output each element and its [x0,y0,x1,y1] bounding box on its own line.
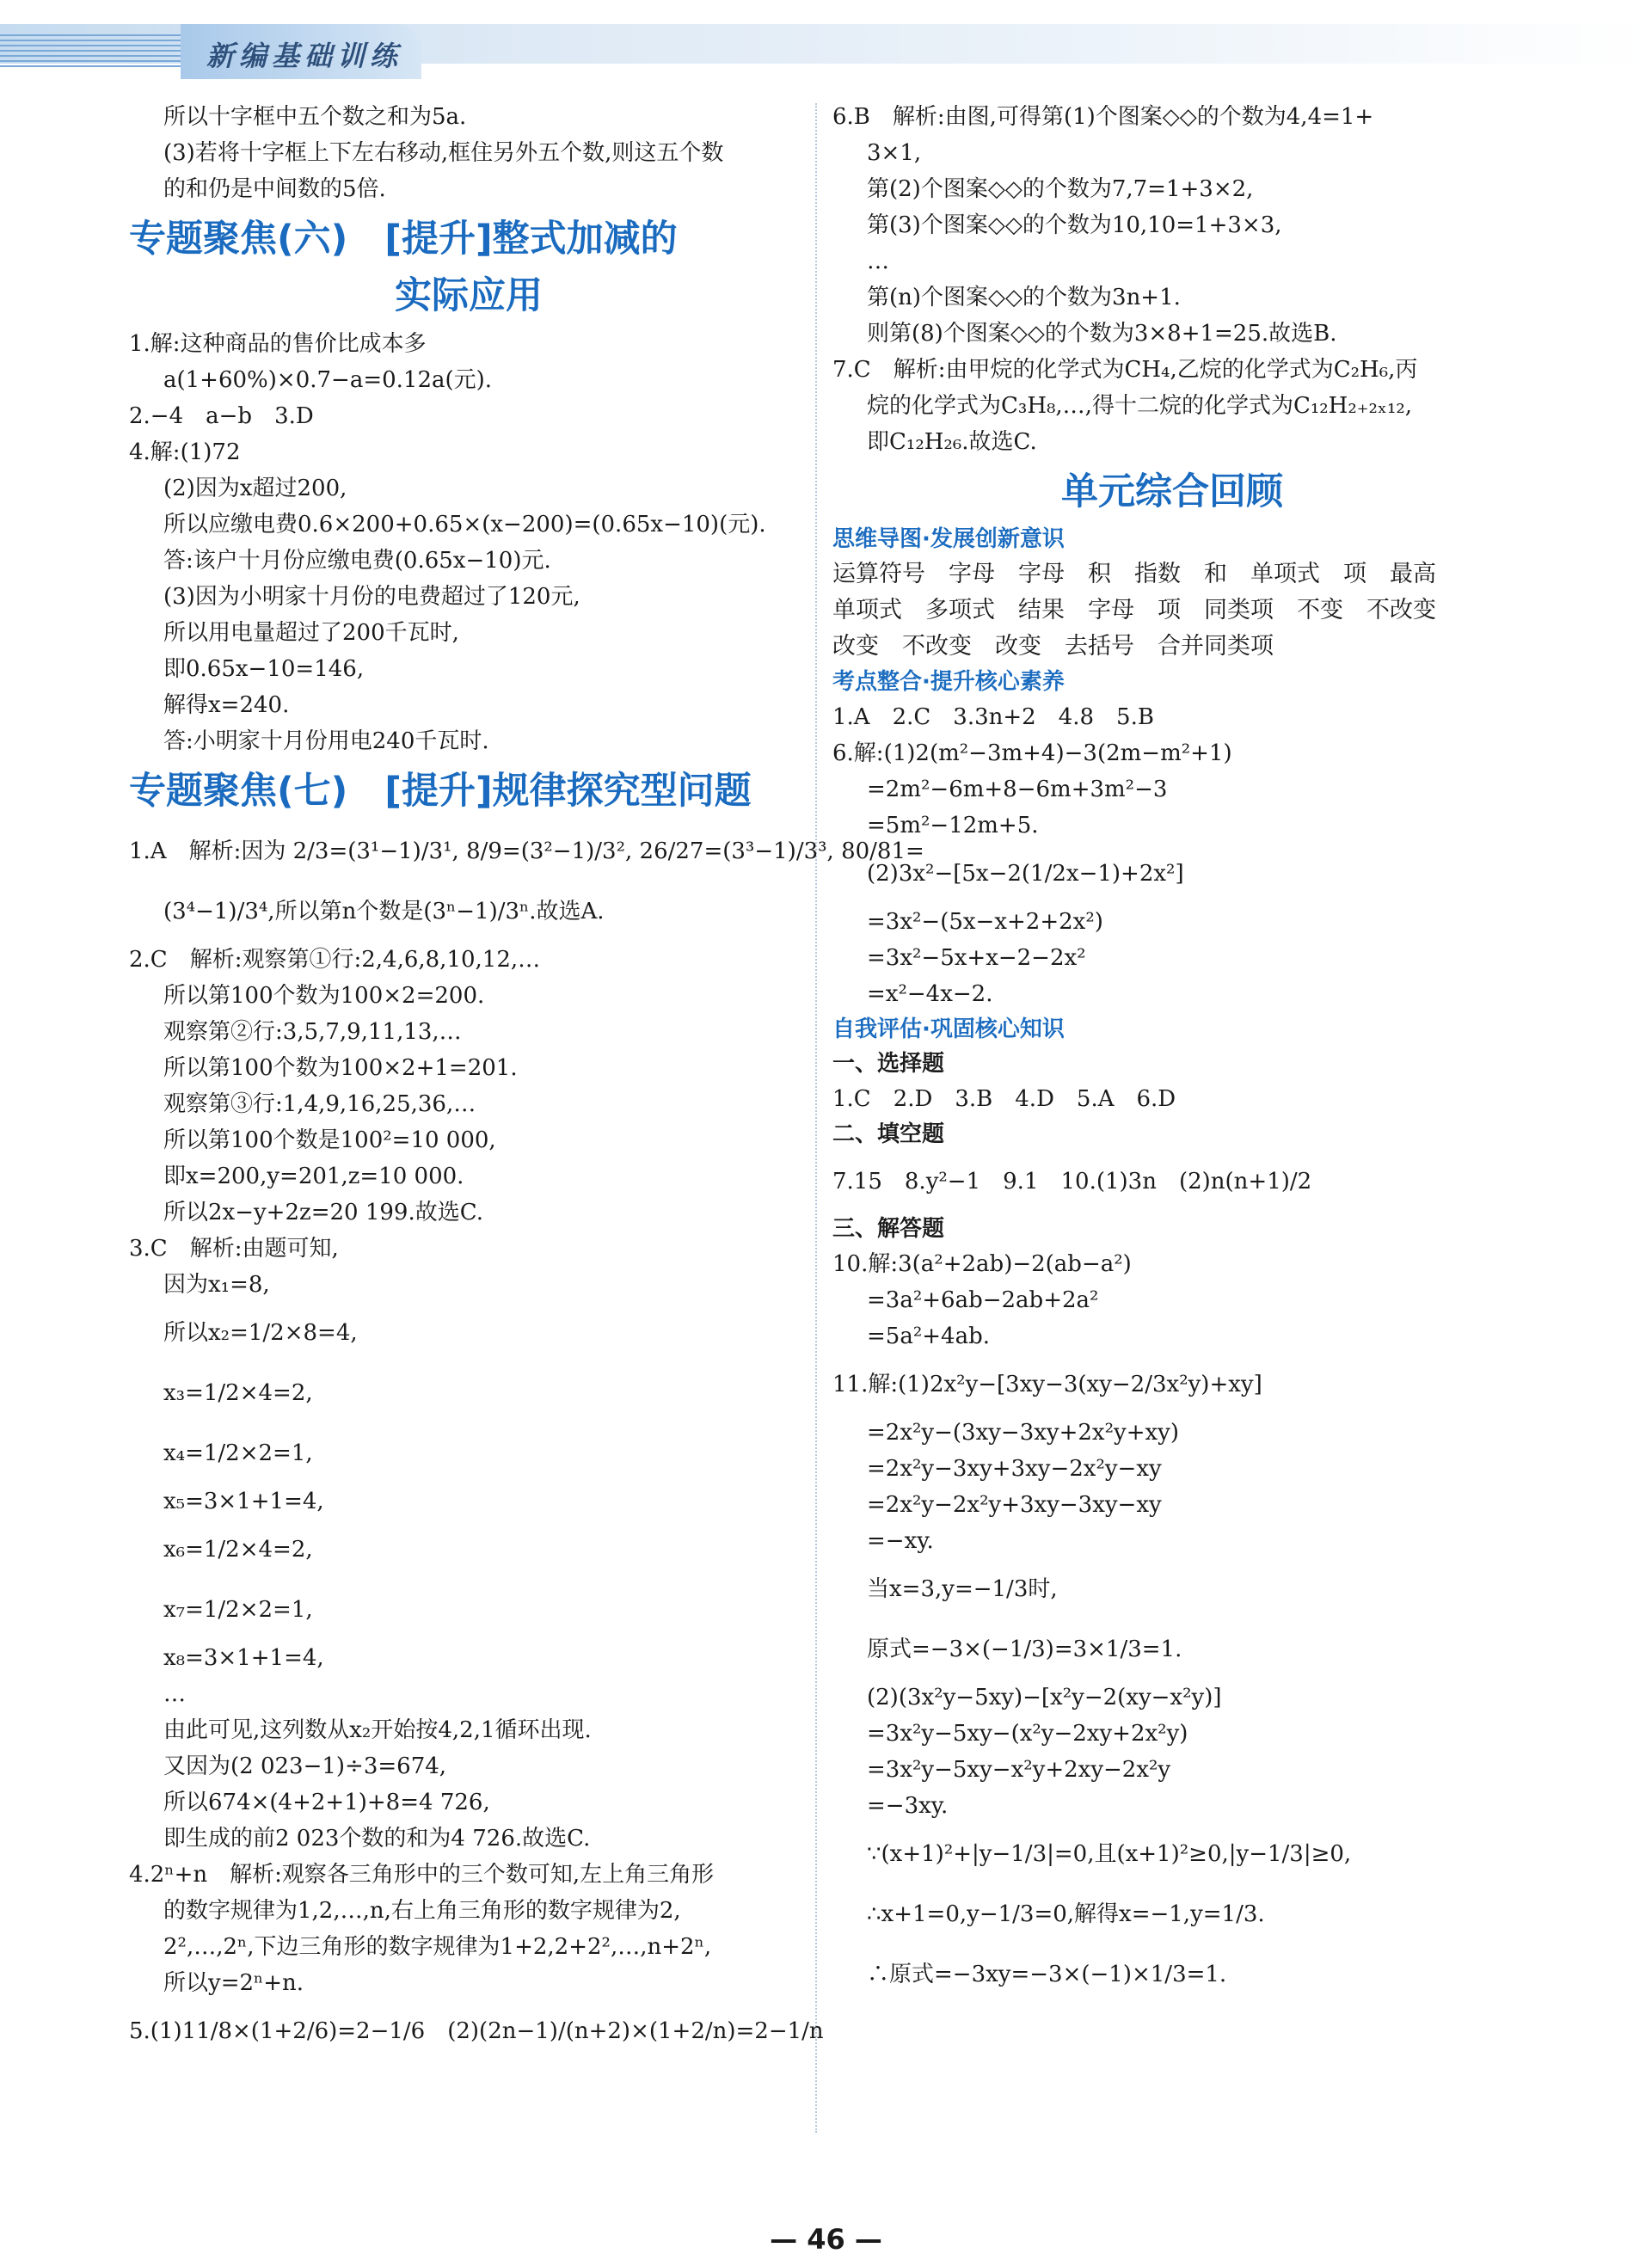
text-line: 第(3)个图案◇◇的个数为10,10=1+3×3, [867,212,1282,238]
text-line: =3x²y−5xy−(x²y−2xy+2x²y) [867,1721,1188,1747]
text-line: 即生成的前2 023个数的和为4 726.故选C. [163,1826,591,1852]
section-heading: 专题聚焦(七) [提升]规律探究型问题 [129,770,752,813]
text-line: 烷的化学式为C₃H₈,…,得十二烷的化学式为C₁₂H₂₊₂ₓ₁₂, [867,393,1413,419]
page-header [0,0,1652,79]
text-line: =5m²−12m+5. [867,813,1039,838]
text-line: 所以第100个数为100×2+1=201. [163,1055,518,1081]
header-stripes [0,34,185,69]
text-line: … [867,249,889,274]
text-line: 4.解:(1)72 [129,439,241,465]
text-line: … [163,1681,186,1707]
text-line: 解得x=240. [163,692,290,718]
subsection-heading: 思维导图·发展创新意识 [832,526,1065,552]
text-line: x₆=1/2×4=2, [163,1537,313,1563]
text-line: x₃=1/2×4=2, [163,1380,313,1406]
text-line: 1.A 解析:因为 2/3=(3¹−1)/3¹, 8/9=(3²−1)/3², 26/27=(3³−1)/3³, 80/81= [129,838,924,864]
text-line: =3x²y−5xy−x²y+2xy−2x²y [867,1757,1171,1783]
text-line: ∵(x+1)²+|y−1/3|=0,且(x+1)²≥0,|y−1/3|≥0, [867,1841,1352,1867]
text-line: x₅=3×1+1=4, [163,1489,324,1514]
text-line: 2.C 解析:观察第①行:2,4,6,8,10,12,… [129,947,541,973]
question-group-heading: 三、解答题 [832,1216,945,1242]
text-line: 第(n)个图案◇◇的个数为3n+1. [867,285,1181,310]
text-line: 观察第②行:3,5,7,9,11,13,… [163,1019,462,1045]
book-title: 新编基础训练 [206,40,403,72]
text-line: 1.A 2.C 3.3n+2 4.8 5.B [832,704,1154,730]
text-line: =3x²−(5x−x+2+2x²) [867,909,1103,935]
text-line: a(1+60%)×0.7−a=0.12a(元). [163,367,493,393]
subsection-heading: 自我评估·巩固核心知识 [832,1016,1065,1042]
mindmap-answers: 运算符号 字母 字母 积 指数 和 单项式 项 最高 [832,561,1436,587]
mindmap-answers: 改变 不改变 改变 去括号 合并同类项 [832,633,1274,660]
text-line: 由此可见,这列数从x₂开始按4,2,1循环出现. [163,1717,592,1743]
text-line: 所以x₂=1/2×8=4, [163,1320,358,1346]
text-line: (2)(3x²y−5xy)−[x²y−2(xy−x²y)] [867,1685,1222,1710]
text-line: 第(2)个图案◇◇的个数为7,7=1+3×2, [867,176,1254,202]
text-line: 即x=200,y=201,z=10 000. [163,1164,464,1189]
text-line: 所以十字框中五个数之和为5a. [163,104,467,130]
column-divider [815,103,817,2133]
text-line: 即0.65x−10=146, [163,656,365,682]
text-line: =5a²+4ab. [867,1323,990,1349]
section-heading: 单元综合回顾 [1061,470,1283,513]
text-line: =2m²−6m+8−6m+3m²−3 [867,777,1168,802]
text-line: (2)因为x超过200, [163,476,347,501]
text-line: 答:小明家十月份用电240千瓦时. [163,728,489,754]
text-line: 5.(1)11/8×(1+2/6)=2−1/6 (2)(2n−1)/(n+2)×(1+2/n)=2−1/n [129,2018,824,2044]
text-line: 的数字规律为1,2,…,n,右上角三角形的数字规律为2, [163,1898,681,1924]
text-line: 的和仍是中间数的5倍. [163,176,386,202]
text-line: 3.C 解析:由题可知, [129,1236,339,1262]
text-line: 1.解:这种商品的售价比成本多 [129,331,427,357]
text-line: 所以674×(4+2+1)+8=4 726, [163,1790,490,1815]
text-line: =3a²+6ab−2ab+2a² [867,1287,1099,1313]
text-line: (2)3x²−[5x−2(1/2x−1)+2x²] [867,861,1184,887]
text-line: 答:该户十月份应缴电费(0.65x−10)元. [163,548,551,574]
text-line: 即C₁₂H₂₆.故选C. [867,429,1037,455]
page-number: — 46 — [770,2223,882,2256]
text-line: =3x²−5x+x−2−2x² [867,945,1086,971]
text-line: 11.解:(1)2x²y−[3xy−3(xy−2/3x²y)+xy] [832,1372,1262,1397]
text-line: 2.−4 a−b 3.D [129,403,314,429]
text-line: 4.2ⁿ+n 解析:观察各三角形中的三个数可知,左上角三角形 [129,1862,715,1888]
text-line: 所以2x−y+2z=20 199.故选C. [163,1200,483,1225]
text-line: =−3xy. [867,1793,949,1819]
text-line: 1.C 2.D 3.B 4.D 5.A 6.D [832,1086,1176,1112]
text-line: x₇=1/2×2=1, [163,1597,313,1623]
text-line: 3×1, [867,140,922,166]
section-heading: 专题聚焦(六) [提升]整式加减的 [129,218,678,261]
text-line: 则第(8)个图案◇◇的个数为3×8+1=25.故选B. [867,321,1337,347]
section-heading: 实际应用 [395,274,543,317]
text-line: 6.解:(1)2(m²−3m+4)−3(2m−m²+1) [832,740,1232,766]
text-line: 所以第100个数是100²=10 000, [163,1127,496,1153]
text-line: 6.B 解析:由图,可得第(1)个图案◇◇的个数为4,4=1+ [832,104,1374,130]
text-line: x₈=3×1+1=4, [163,1645,324,1671]
subsection-heading: 考点整合·提升核心素养 [832,669,1065,695]
text-line: 7.15 8.y²−1 9.1 10.(1)3n (2)n(n+1)/2 [832,1169,1312,1194]
question-group-heading: 一、选择题 [832,1051,945,1077]
mindmap-answers: 单项式 多项式 结果 字母 项 同类项 不变 不改变 [832,597,1436,623]
text-line: x₄=1/2×2=1, [163,1440,313,1466]
text-line: 所以第100个数为100×2=200. [163,983,485,1009]
text-line: 因为x₁=8, [163,1272,270,1298]
text-line: 所以应缴电费0.6×200+0.65×(x−200)=(0.65x−10)(元). [163,512,766,537]
text-line: 7.C 解析:由甲烷的化学式为CH₄,乙烷的化学式为C₂H₆,丙 [832,357,1418,383]
text-line: =2x²y−3xy+3xy−2x²y−xy [867,1456,1162,1482]
question-group-heading: 二、填空题 [832,1121,945,1147]
text-line: =x²−4x−2. [867,981,993,1007]
text-line: =−xy. [867,1528,934,1554]
text-line: (3)因为小明家十月份的电费超过了120元, [163,584,580,610]
text-line: 所以用电量超过了200千瓦时, [163,620,459,646]
text-line: 观察第③行:1,4,9,16,25,36,… [163,1091,476,1117]
text-line: (3⁴−1)/3⁴,所以第n个数是(3ⁿ−1)/3ⁿ.故选A. [163,899,605,924]
text-line: 所以y=2ⁿ+n. [163,1970,304,1996]
right-column [832,99,1512,2005]
text-line: 2²,…,2ⁿ,下边三角形的数字规律为1+2,2+2²,…,n+2ⁿ, [163,1934,712,1960]
text-line: =2x²y−2x²y+3xy−3xy−xy [867,1492,1162,1518]
text-line: ∴x+1=0,y−1/3=0,解得x=−1,y=1/3. [867,1901,1265,1927]
text-line: (3)若将十字框上下左右移动,框住另外五个数,则这五个数 [163,140,724,166]
text-line: 又因为(2 023−1)÷3=674, [163,1753,447,1779]
text-line: ∴原式=−3xy=−3×(−1)×1/3=1. [867,1962,1227,1987]
text-line: =2x²y−(3xy−3xy+2x²y+xy) [867,1420,1179,1446]
text-line: 10.解:3(a²+2ab)−2(ab−a²) [832,1251,1132,1277]
text-line: 原式=−3×(−1/3)=3×1/3=1. [867,1637,1182,1662]
text-line: 当x=3,y=−1/3时, [867,1576,1058,1602]
